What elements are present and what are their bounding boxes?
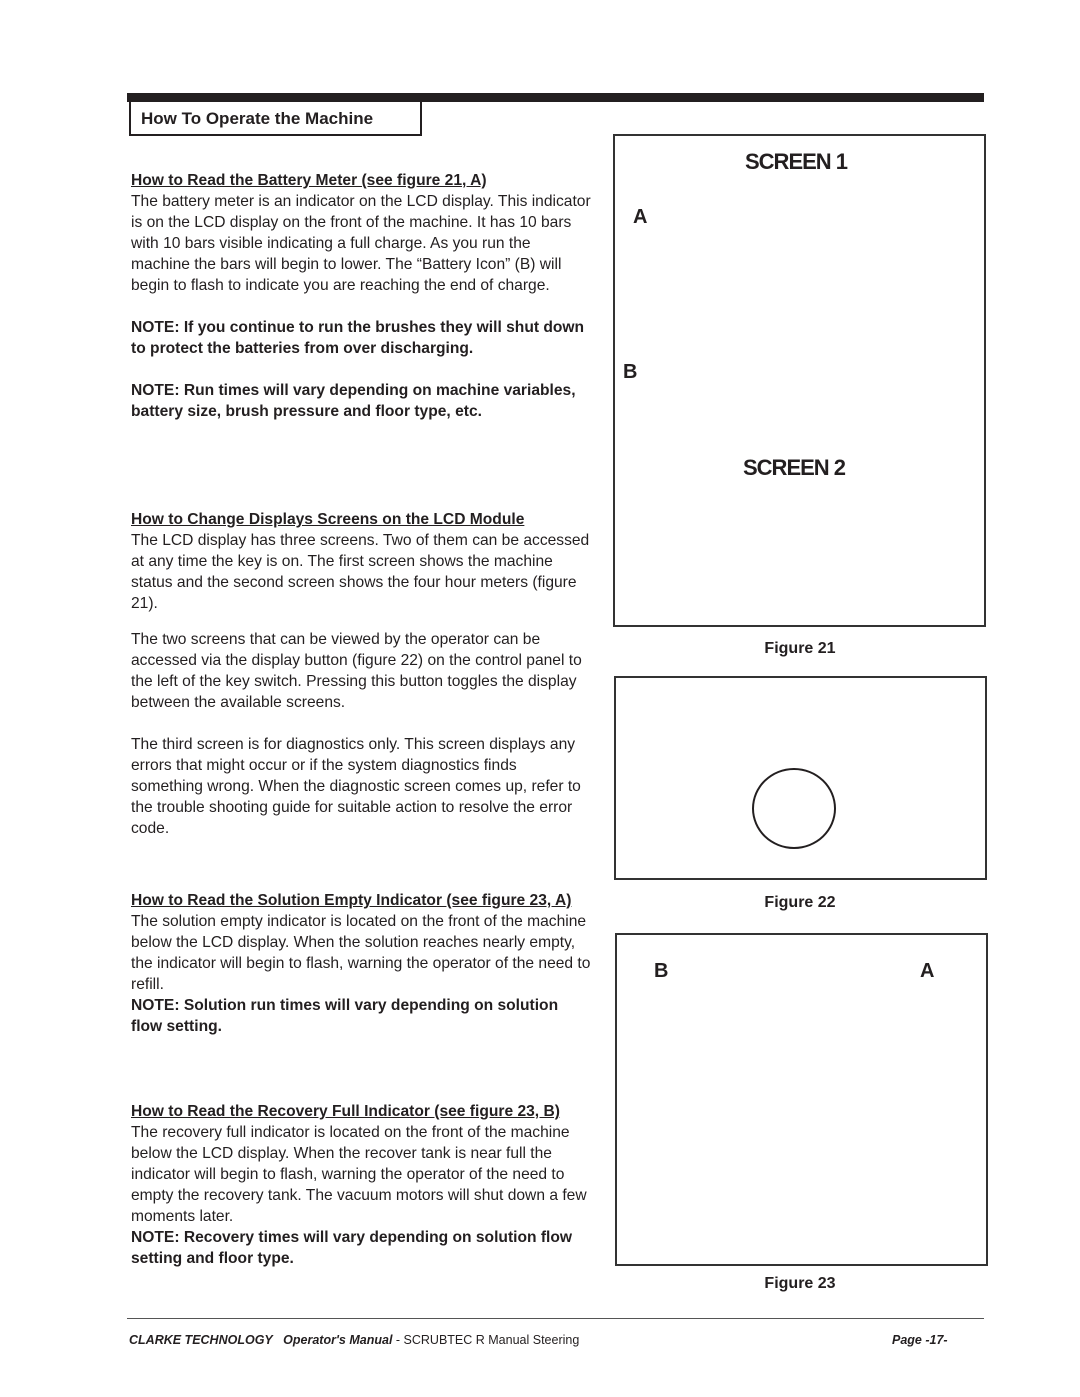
screen-1-label: SCREEN 1: [745, 149, 848, 174]
battery-section: [131, 170, 591, 422]
recovery-body: The recovery full indicator is located on the front of the machine below the LCD display. When the recover tank is near full the indicator will begin to flash, warning the operator of the need to empty the recovery tank. The vacuum motors will shut down a few moments later.: [131, 1124, 587, 1225]
footer-rule: [127, 1318, 984, 1319]
figure-23-label-a: A: [920, 960, 935, 982]
footer-title: - SCRUBTEC R Manual Steering: [395, 1333, 580, 1347]
recovery-note: NOTE: Recovery times will vary depending on solution flow setting and floor type.: [131, 1229, 573, 1267]
screens-body-3: The third screen is for diagnostics only. This screen displays any errors that might occur or if the system diagnostics finds something wrong. When the diagnostic screen comes up, refer to the trouble shooting guide for suitable action to resolve the error code.: [131, 736, 581, 837]
page-number: Page -17-: [892, 1333, 948, 1347]
recovery-heading: How to Read the Recovery Full Indicator (see figure 23, B): [131, 1103, 560, 1120]
solution-heading: How to Read the Solution Empty Indicator (see figure 23, A): [131, 892, 572, 909]
figure-21-label-a: A: [633, 206, 648, 228]
section-title: How To Operate the Machine: [129, 102, 422, 136]
battery-note-2: NOTE: Run times will vary depending on machine variables, battery size, brush pressure and floor type, etc.: [131, 382, 576, 420]
footer-manual: Operator's Manual: [283, 1333, 393, 1347]
figure-21-frame: [613, 134, 986, 627]
footer-brand: CLARKE TECHNOLOGY: [129, 1333, 273, 1347]
battery-note-1: NOTE: If you continue to run the brushes they will shut down to protect the batteries from over discharging.: [131, 319, 585, 357]
figure-22-caption: Figure 22: [764, 894, 836, 911]
display-button-circle-icon: [752, 768, 836, 849]
figure-21-caption: Figure 21: [764, 640, 836, 657]
figure-23-label-b: B: [654, 960, 669, 982]
battery-heading: How to Read the Battery Meter (see figure 21, A): [131, 172, 487, 189]
figure-23-caption: Figure 23: [764, 1275, 836, 1292]
solution-body: The solution empty indicator is located on the front of the machine below the LCD display. When the solution reaches nearly empty, the indicator will begin to flash, warning the operator of the need to refill.: [131, 913, 591, 993]
solution-note: NOTE: Solution run times will vary depending on solution flow setting.: [131, 997, 559, 1035]
recovery-section: [131, 1101, 591, 1269]
screens-heading: How to Change Displays Screens on the LCD Module: [131, 511, 525, 528]
top-rule: [127, 93, 984, 102]
footer-left: [129, 1333, 579, 1347]
figure-21-label-b: B: [623, 361, 638, 383]
battery-body: The battery meter is an indicator on the LCD display. This indicator is on the LCD display on the front of the machine. It has 10 bars with 10 bars visible indicating a full charge. As you run the machine the bars will begin to lower. The “Battery Icon” (B) will begin to flash to indicate you are reaching the end of charge.: [131, 193, 591, 294]
screen-2-label: SCREEN 2: [743, 455, 846, 480]
screens-body-2: The two screens that can be viewed by the operator can be accessed via the display button (figure 22) on the control panel to the left of the key switch. Pressing this button toggles the display between the available screens.: [131, 631, 582, 711]
screens-section: [131, 509, 591, 839]
footer-page: [892, 1333, 948, 1347]
solution-section: [131, 890, 591, 1037]
screens-body-1: The LCD display has three screens. Two of them can be accessed at any time the key is on. The first screen shows the machine status and the second screen shows the four hour meters (figure 21).: [131, 532, 590, 612]
